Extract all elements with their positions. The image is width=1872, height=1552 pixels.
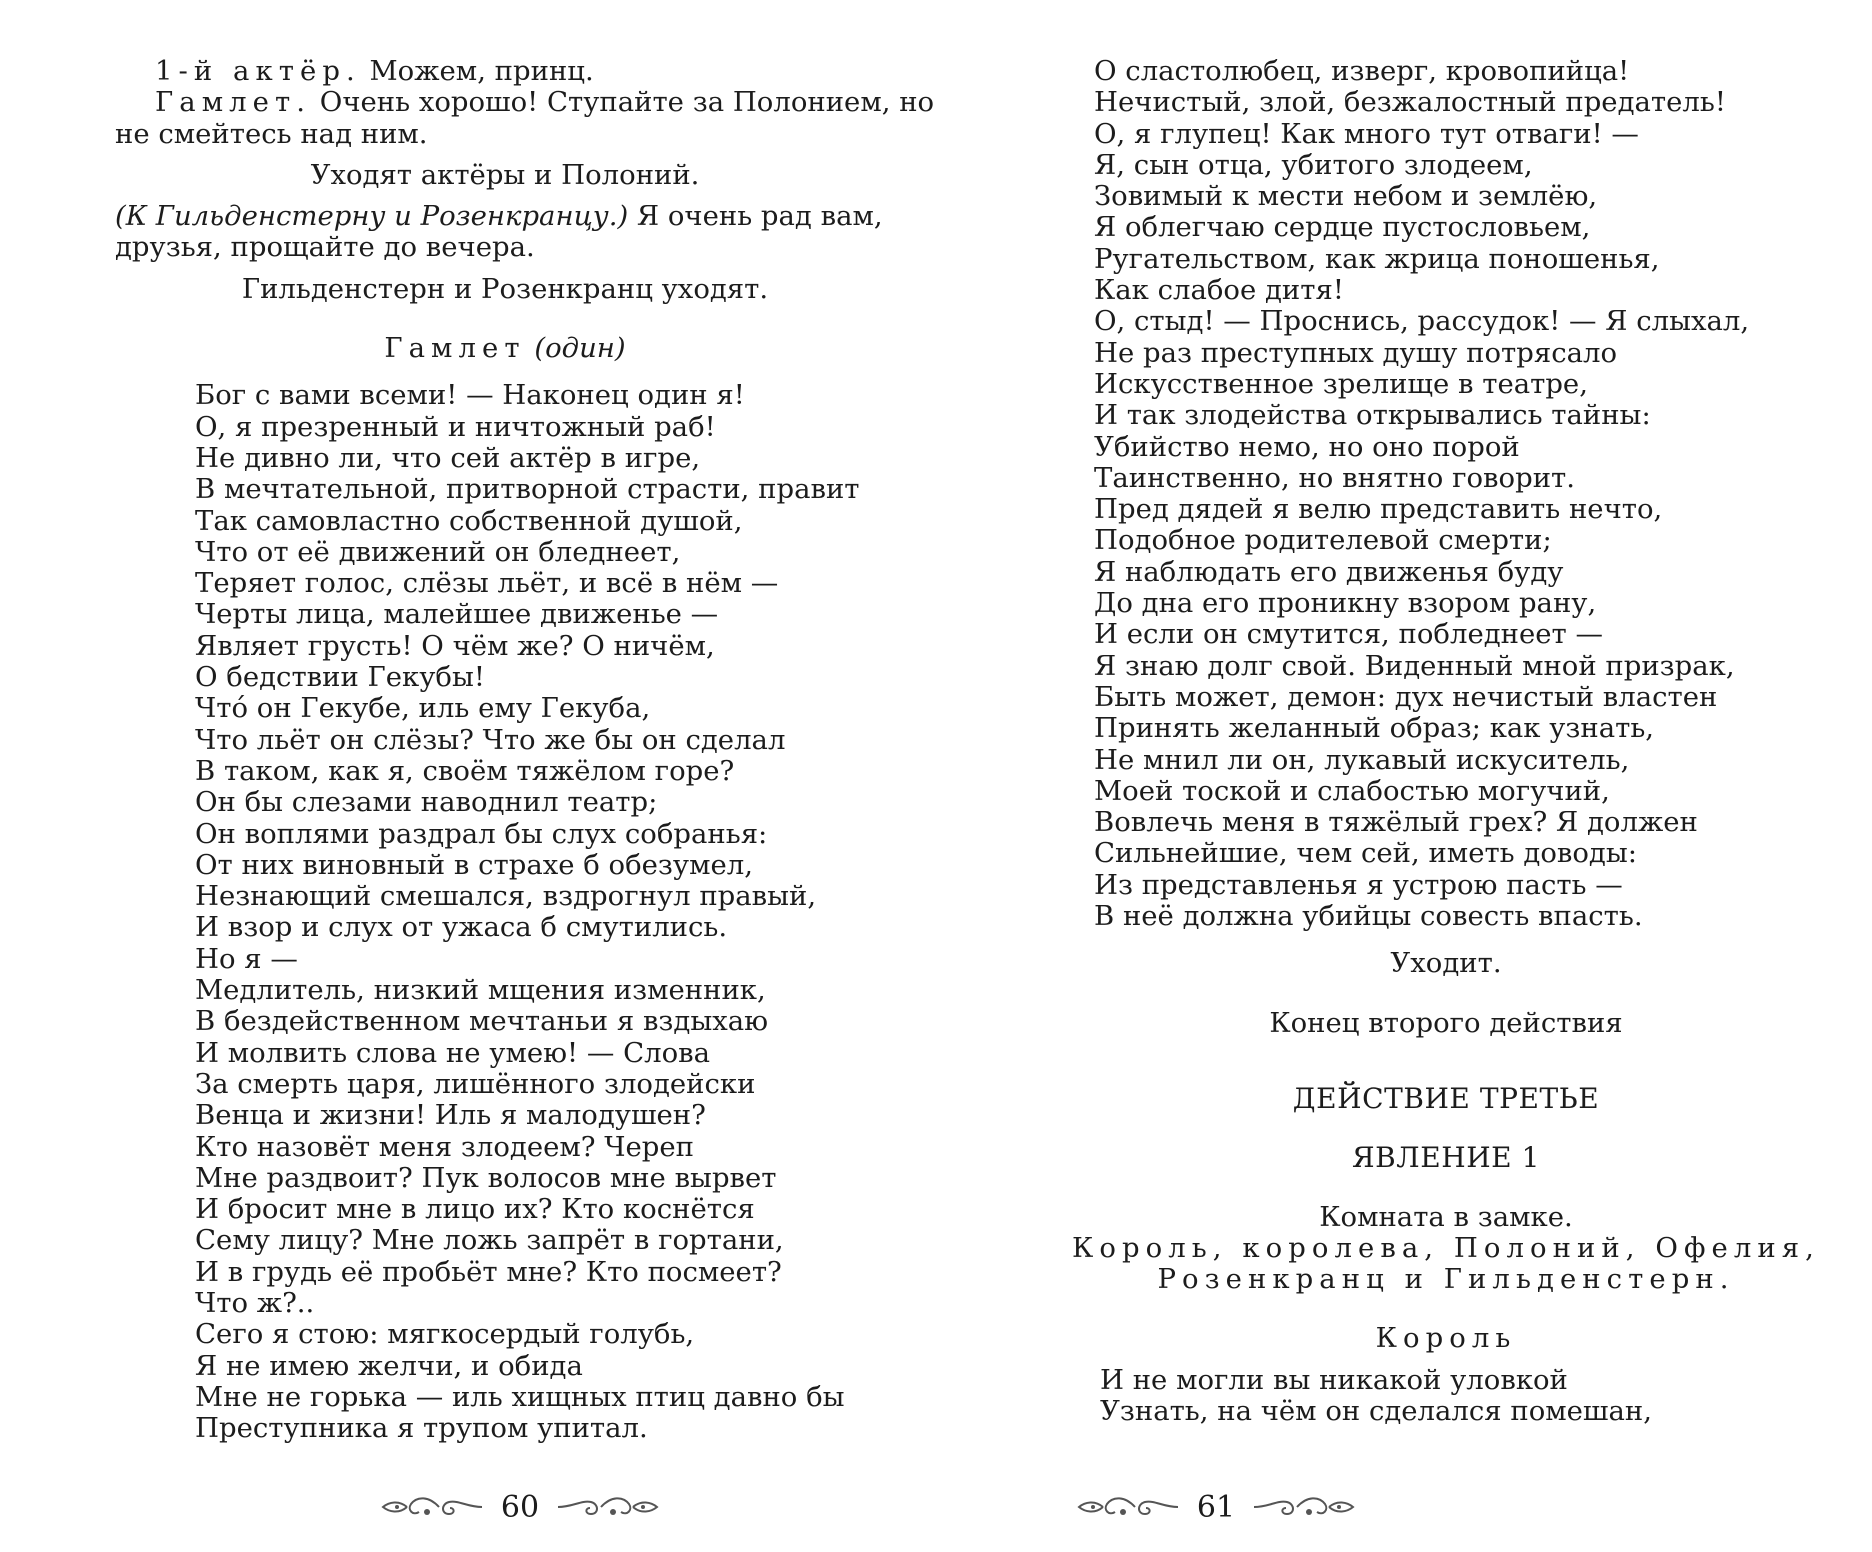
right-page (936, 0, 1872, 1552)
verse-line: Пред дядей я велю представить нечто, (1094, 493, 1663, 526)
verse-line: Вовлечь меня в тяжёлый грех? Я должен (1094, 806, 1698, 839)
verse-line: Нечистый, злой, безжалостный предатель! (1094, 86, 1726, 119)
verse-line: Он воплями раздрал бы слух собранья: (195, 817, 768, 850)
verse-line: О сластолюбец, изверг, кровопийца! (1094, 55, 1630, 87)
scene-setting: Комната в замке. (1319, 1200, 1573, 1233)
verse-line: Сего я стою: мягкосердый голубь, (195, 1318, 695, 1351)
verse-line: От них виновный в страхе б обезумел, (195, 848, 753, 881)
verse-line: О, я глупец! Как много тут отваги! — (1094, 117, 1639, 150)
verse-line: Он бы слезами наводнил театр; (195, 786, 658, 819)
verse-line: Моей тоской и слабостью могучий, (1094, 774, 1610, 807)
verse-line: Убийство немо, но оно порой (1094, 430, 1520, 463)
verse-block (936, 56, 1836, 932)
verse-line: Ругательством, как жрица поношенья, (1094, 242, 1660, 275)
verse-line: Сему лицу? Мне ложь запрёт в гортани, (195, 1224, 784, 1257)
verse-line: Являет грусть! О чём же? О ничём, (195, 629, 715, 662)
verse-line: Я, сын отца, убитого злодеем, (1094, 148, 1533, 181)
verse-line: Что льёт он слёзы? Что же бы он сделал (195, 723, 786, 756)
speech-text: Я очень рад вам, (628, 200, 883, 233)
stage-direction: Гильденстерн и Розенкранц уходят. (241, 272, 769, 305)
prose-line-2 (115, 86, 935, 119)
verse-line: Не дивно ли, что сей актёр в игре, (195, 441, 701, 474)
aside-line-1 (115, 201, 895, 232)
verse-line: Но я — (195, 942, 298, 975)
verse-line: И в грудь её пробьёт мне? Кто посмеет? (195, 1255, 782, 1288)
verse-line: И так злодейства открывались тайны: (1094, 399, 1651, 432)
prose-line-1 (115, 56, 895, 87)
act-title: ДЕЙСТВИЕ ТРЕТЬЕ (1292, 1081, 1600, 1115)
verse-line: В бездейственном мечтаньи я вздыхаю (195, 1005, 769, 1038)
characters-line: Король, королева, Полоний, Офелия, (1072, 1231, 1820, 1264)
verse-line: И не могли вы никакой уловкой (1100, 1363, 1568, 1396)
verse-line: Что́ он Гекубе, иль ему Гекуба, (195, 692, 651, 725)
stage-direction: Уходят актёры и Полоний. (310, 158, 700, 191)
speaker-heading (115, 333, 895, 364)
verse-line: Преступника я трупом упитал. (195, 1412, 648, 1445)
verse-line: Искусственное зрелище в театре, (1094, 367, 1588, 400)
prose-line-3: не смейтесь над ним. (115, 117, 428, 150)
page-footer (370, 1485, 670, 1529)
speaker-note: (один) (534, 332, 626, 365)
act-end: Конец второго действия (1269, 1006, 1623, 1039)
verse-line: Так самовластно собственной душой, (195, 504, 743, 537)
verse-line: Я не имею желчи, и обида (195, 1349, 583, 1382)
verse-line: Мне не горька — иль хищных птиц давно бы (195, 1380, 845, 1413)
verse-line: В неё должна убийцы совесть впасть. (1094, 900, 1643, 933)
verse-line: В таком, как я, своём тяжёлом горе? (195, 754, 735, 787)
speech-text: Очень хорошо! Ступайте за Полонием, но (311, 86, 935, 119)
verse-block (115, 380, 895, 1444)
right-text-column (936, 56, 1836, 1427)
verse-line: За смерть царя, лишённого злодейски (195, 1067, 756, 1100)
right-ornament-icon (553, 1490, 663, 1524)
verse-line: Я наблюдать его движенья буду (1094, 555, 1564, 588)
characters-line: Розенкранц и Гильденстерн. (1157, 1263, 1735, 1296)
verse-line: Подобное родителевой смерти; (1094, 524, 1552, 557)
stage-direction: Уходит. (1390, 947, 1502, 980)
verse-line: И если он смутится, побледнеет — (1094, 618, 1603, 651)
left-text-column (115, 55, 935, 1445)
aside-direction: (К Гильденстерну и Розенкранцу.) (115, 200, 629, 233)
verse-line: И бросит мне в лицо их? Кто коснётся (195, 1193, 755, 1226)
verse-line: И взор и слух от ужаса б смутились. (195, 911, 728, 944)
verse-line: Мне раздвоит? Пук волосов мне вырвет (195, 1161, 777, 1194)
verse-line: В мечтательной, притворной страсти, правит (195, 473, 860, 506)
verse-line: О, стыд! — Проснись, рассудок! — Я слыхал, (1094, 305, 1750, 338)
verse-line: Черты лица, малейшее движенье — (195, 598, 719, 631)
verse-line: Что ж?.. (195, 1286, 315, 1319)
speaker-name: Гамлет (384, 332, 526, 365)
verse-line: Что от её движений он бледнеет, (195, 535, 681, 568)
verse-line: Я знаю долг свой. Виденный мной призрак, (1094, 649, 1735, 682)
verse-line: Теряет голос, слёзы льёт, и всё в нём — (195, 567, 779, 600)
speaker-name: Гамлет. (155, 86, 312, 119)
verse-line: Не мнил ли он, лукавый искуситель, (1094, 743, 1630, 776)
speaker-heading: Король (1375, 1322, 1517, 1355)
verse-block (936, 1365, 1836, 1428)
verse-line: Как слабое дитя! (1094, 274, 1344, 307)
verse-line: Я облегчаю сердце пустословьем, (1094, 211, 1591, 244)
verse-line: О бедствии Гекубы! (195, 661, 485, 694)
left-ornament-icon (377, 1490, 487, 1524)
left-ornament-icon (1073, 1490, 1183, 1524)
verse-line: Принять желанный образ; как узнать, (1094, 712, 1655, 745)
page-number: 61 (1196, 1489, 1236, 1525)
verse-line: Таинственно, но внятно говорит. (1094, 461, 1575, 494)
verse-line: Зовимый к мести небом и землёю, (1094, 180, 1598, 213)
aside-line-2: друзья, прощайте до вечера. (115, 231, 535, 264)
page-number: 60 (500, 1489, 540, 1525)
verse-line: И молвить слова не умею! — Слова (195, 1036, 711, 1069)
verse-line: Венца и жизни! Иль я малодушен? (195, 1099, 706, 1132)
verse-line: Кто назовёт меня злодеем? Череп (195, 1130, 694, 1163)
speaker-name: 1-й актёр. (155, 55, 361, 87)
verse-line: Из представленья я устрою пасть — (1094, 868, 1623, 901)
speech-text: Можем, принц. (360, 55, 594, 87)
verse-line: До дна его проникну взором рану, (1094, 587, 1597, 620)
verse-line: Бог с вами всеми! — Наконец один я! (195, 379, 745, 412)
verse-line: Не раз преступных душу потрясало (1094, 336, 1618, 369)
verse-line: Незнающий смешался, вздрогнул правый, (195, 880, 817, 913)
verse-line: Быть может, демон: дух нечистый властен (1094, 680, 1718, 713)
page-footer (1066, 1485, 1366, 1529)
verse-line: Сильнейшие, чем сей, иметь доводы: (1094, 837, 1638, 870)
right-ornament-icon (1249, 1490, 1359, 1524)
scene-title: ЯВЛЕНИЕ 1 (1351, 1141, 1541, 1175)
verse-line: Узнать, на чём он сделался помешан, (1100, 1394, 1652, 1427)
verse-line: О, я презренный и ничтожный раб! (195, 410, 716, 443)
verse-line: Медлитель, низкий мщения изменник, (195, 974, 766, 1007)
